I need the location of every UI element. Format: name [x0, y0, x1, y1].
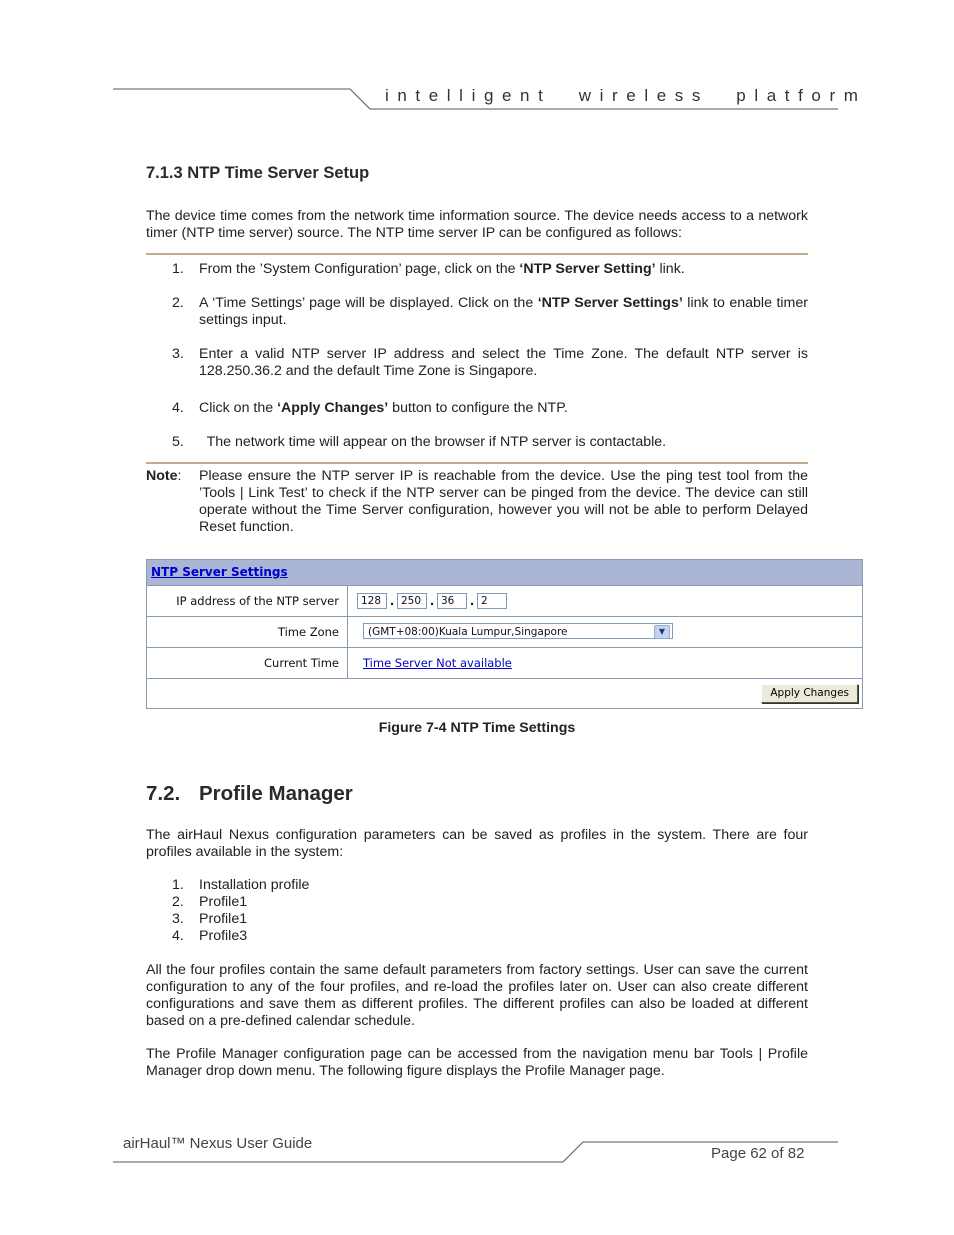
timezone-value: (GMT+08:00)Kuala Lumpur,Singapore: [368, 626, 568, 638]
apply-changes-button[interactable]: Apply Changes: [761, 684, 858, 703]
profile-list-item: [146, 877, 808, 894]
list-number: 3.: [172, 911, 184, 927]
footer-guide-title: airHaul™ Nexus User Guide: [123, 1135, 313, 1152]
footer-page-number: Page 62 of 82: [711, 1145, 805, 1162]
ntp-server-settings-link[interactable]: NTP Server Settings: [151, 565, 288, 579]
ip-octet-input[interactable]: 2: [477, 593, 507, 609]
profile-list-item: [146, 894, 808, 911]
note-label: [146, 468, 181, 484]
step-text: Click on the: [199, 400, 278, 416]
step-text: The network time will appear on the browser if NTP server is contactable.: [199, 434, 667, 450]
ip-fields: [357, 586, 507, 616]
ip-octet-input[interactable]: 250: [397, 593, 427, 609]
step-bold: ‘NTP Server Settings’: [537, 295, 683, 311]
step-text: link to enable timer settings input.: [199, 295, 808, 328]
ip-separator: .: [389, 594, 395, 608]
step-text: Enter a valid NTP server IP address and select the Time Zone. The default NTP server is 128.250.36.2 and the default Time Zone is Singapore.: [199, 346, 808, 379]
chevron-down-icon[interactable]: ▼: [654, 625, 670, 639]
ip-separator: .: [469, 594, 475, 608]
note-colon: :: [177, 468, 182, 484]
divider: [146, 462, 808, 464]
list-number: 4.: [172, 928, 184, 944]
step-item: [146, 346, 808, 380]
profile-list-item: [146, 911, 808, 928]
list-text: Profile1: [199, 911, 248, 927]
timezone-label: Time Zone: [147, 617, 348, 647]
step-item: [146, 295, 808, 329]
divider: [146, 253, 808, 255]
list-text: Profile3: [199, 928, 248, 944]
profile-paragraph: The Profile Manager configuration page can be accessed from the navigation menu bar Tools | Profile Manager drop down menu. The following figure displays the Profile Manager page.: [146, 1046, 808, 1079]
step-bold: ‘NTP Server Setting’: [519, 261, 656, 277]
button-row: [147, 679, 862, 708]
list-text: Profile1: [199, 894, 248, 910]
timezone-select[interactable]: [363, 623, 673, 639]
current-time-row: [147, 648, 862, 679]
step-number: 5.: [172, 434, 184, 450]
step-text: link.: [655, 261, 685, 277]
step-text: A ‘Time Settings’ page will be displayed. Click on the: [199, 295, 538, 311]
tagline-word: platform: [736, 86, 867, 105]
list-number: 2.: [172, 894, 184, 910]
heading-text: Profile Manager: [199, 782, 353, 805]
step-number: 1.: [172, 261, 184, 277]
header-tagline: [385, 86, 867, 106]
step-bold: ‘Apply Changes’: [277, 400, 389, 416]
note-text: Please ensure the NTP server IP is reachable from the device. Use the ping test tool from the ’Tools | Link Test’ to check if the NTP server can be pinged from the device. The device can still operate without the Time Server configuration, however you will not be able to perform Delayed Reset function.: [199, 468, 808, 535]
step-item: [146, 261, 808, 278]
profile-heading: [146, 782, 353, 806]
profile-list-item: [146, 928, 808, 945]
step-number: 4.: [172, 400, 184, 416]
figure-caption: Figure 7-4 NTP Time Settings: [378, 720, 576, 736]
tagline-word: wireless: [578, 86, 709, 105]
step-item: [146, 434, 808, 451]
ip-label: IP address of the NTP server: [147, 586, 348, 616]
section-heading: 7.1.3 NTP Time Server Setup: [146, 164, 370, 182]
step-text: button to configure the NTP.: [388, 400, 568, 416]
note-label-text: Note: [146, 468, 178, 484]
ip-row: [147, 586, 862, 617]
profile-intro: The airHaul Nexus configuration parameters can be saved as profiles in the system. There are four profiles available in the system:: [146, 827, 808, 860]
ip-octet-input[interactable]: 36: [437, 593, 467, 609]
profile-paragraph: All the four profiles contain the same default parameters from factory settings. User can save the current configuration to any of the four profiles, and re-load the profiles later on. User can also create different configurations and save them as different profiles. The different profiles can also be loaded at different based on a pre-defined calendar schedule.: [146, 962, 808, 1029]
ntp-settings-form: [146, 559, 863, 709]
tagline-word: intelligent: [385, 86, 552, 105]
ip-separator: .: [429, 594, 435, 608]
step-number: 3.: [172, 346, 184, 362]
step-number: 2.: [172, 295, 184, 311]
heading-number: 7.2.: [146, 782, 181, 805]
current-time-link[interactable]: Time Server Not available: [363, 656, 512, 670]
list-number: 1.: [172, 877, 184, 893]
step-item: [146, 400, 808, 417]
form-header: [147, 560, 862, 586]
timezone-row: [147, 617, 862, 648]
current-time-label: Current Time: [147, 648, 348, 678]
step-text: From the ’System Configuration’ page, click on the: [199, 261, 520, 277]
ip-octet-input[interactable]: 128: [357, 593, 387, 609]
section-intro: The device time comes from the network time information source. The device needs access to a network timer (NTP time server) source. The NTP time server IP can be configured as follows:: [146, 208, 808, 241]
list-text: Installation profile: [199, 877, 310, 893]
